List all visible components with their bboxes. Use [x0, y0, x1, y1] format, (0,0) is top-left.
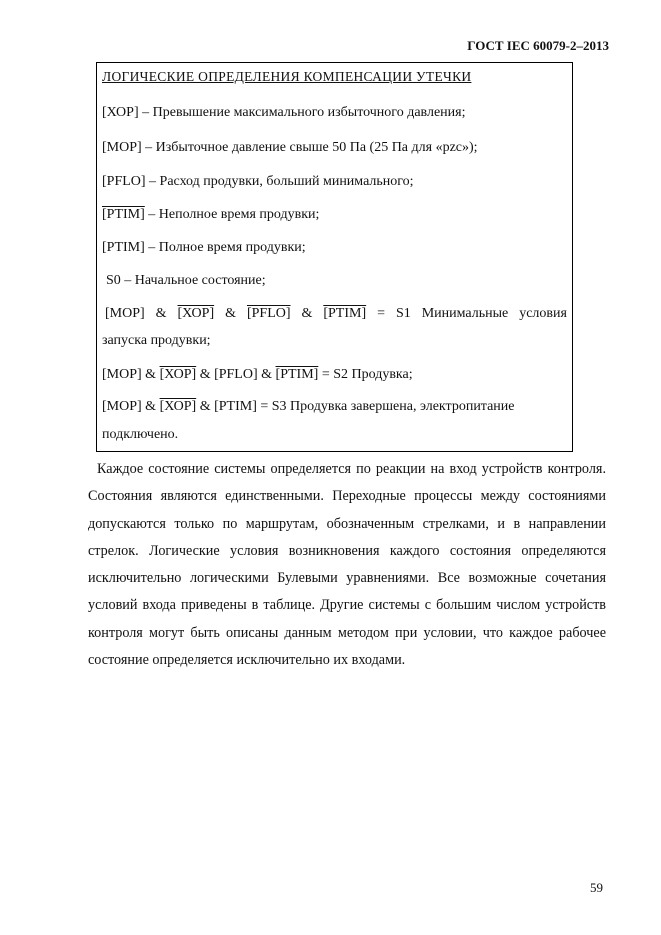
s2-part: & [PFLO] &	[196, 367, 276, 382]
s2-equation	[102, 367, 567, 383]
document-code: ГОСТ IEC 60079-2–2013	[467, 38, 609, 53]
logic-definitions-box	[96, 62, 573, 452]
s3-part: & [PTIM] = S3 Продувка завершена, электропитание	[196, 399, 515, 414]
s1-op: &	[155, 306, 167, 321]
s1-term: [МОР]	[105, 306, 145, 321]
def-s0: S0 – Начальное состояние;	[106, 273, 266, 288]
s3-equation-line2: подключено.	[102, 427, 179, 442]
def-ptim: [PTIM] – Полное время продувки;	[102, 240, 306, 255]
def-ptim-incomplete-text: – Неполное время продувки;	[144, 207, 320, 222]
s1-equation-line2: запуска продувки;	[102, 333, 211, 348]
s1-state: S1	[395, 306, 411, 321]
def-pflo: [PFLO] – Расход продувки, больший минимального;	[102, 174, 414, 189]
s1-term: [PTIM]	[323, 306, 367, 321]
s1-term: [PFLO]	[246, 306, 291, 321]
s1-op: &	[301, 306, 313, 321]
s3-equation	[102, 399, 567, 415]
s2-negated-term: [PTIM]	[275, 367, 319, 382]
def-ptim-incomplete	[102, 207, 567, 223]
s3-negated-term: [ХОР]	[159, 399, 197, 414]
ptim-negated: [PTIM]	[102, 207, 145, 222]
s2-negated-term: [ХОР]	[159, 367, 197, 382]
s3-part: [МОР] &	[102, 399, 160, 414]
paragraph-text: Каждое состояние системы определяется по реакции на вход устройств контроля. Состояния являются единственными. Переходные процессы между состояниями допускаются только по маршрутам, обозначенным стрелками, и в направлении стрелок. Логические условия возникновения каждого состояния определяются исключительно логическими Булевыми уравнениями. Все возможные сочетания условий входа приведены в таблице. Другие системы с большим числом устройств контроля могут быть описаны данным методом при условии, что каждое рабочее состояние определяется исключительно их входами.	[88, 461, 606, 669]
s1-term: [ХОР]	[177, 306, 215, 321]
box-title: ЛОГИЧЕСКИЕ ОПРЕДЕЛЕНИЯ КОМПЕНСАЦИИ УТЕЧКИ	[102, 69, 472, 84]
def-xop: [ХОР] – Превышение максимального избыточного давления;	[102, 105, 466, 120]
s1-op: =	[377, 306, 385, 321]
s2-part: [МОР] &	[102, 367, 160, 382]
s1-word: условия	[519, 306, 567, 321]
s1-equation	[105, 306, 567, 322]
s1-word: Минимальные	[421, 306, 509, 321]
def-mop: [МОР] – Избыточное давление свыше 50 Па (25 Па для «pzc»);	[102, 140, 478, 155]
s2-part: = S2 Продувка;	[318, 367, 413, 382]
s1-op: &	[225, 306, 236, 321]
body-paragraph	[88, 456, 606, 674]
page-number: 59	[590, 880, 603, 895]
